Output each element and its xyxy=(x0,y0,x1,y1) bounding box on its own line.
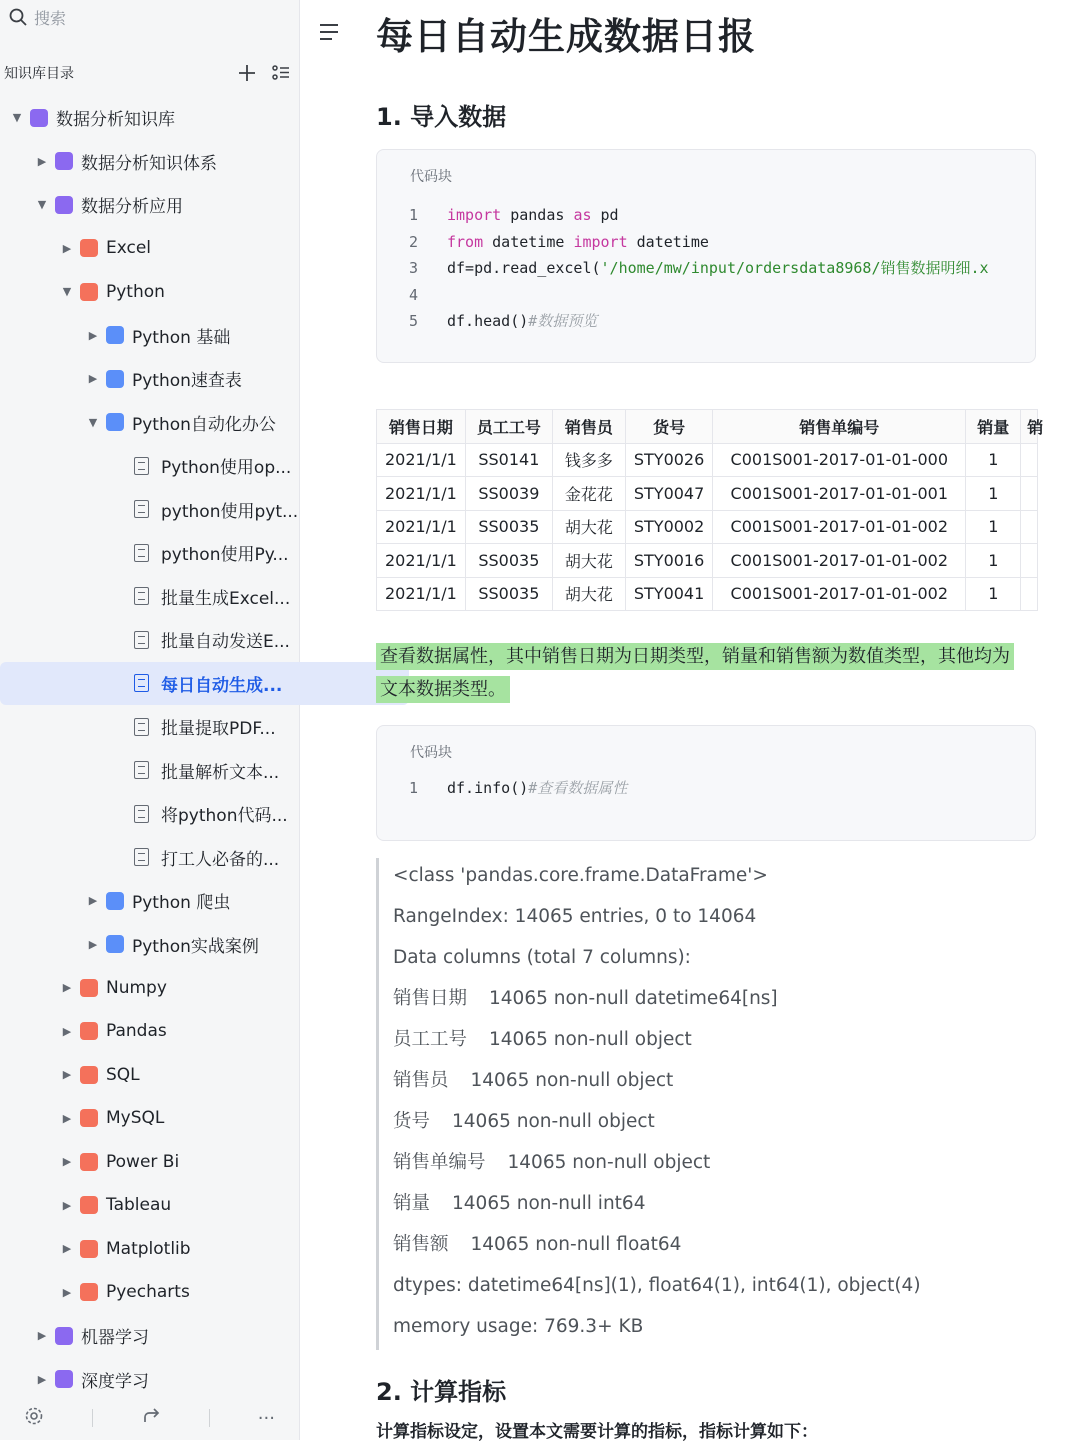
table-cell: C001S001-2017-01-01-002 xyxy=(713,577,966,611)
tree-item-label: 机器学习 xyxy=(81,1328,149,1349)
document-icon xyxy=(134,848,149,866)
tree-item[interactable] xyxy=(0,444,299,488)
table-cell: 1 xyxy=(966,577,1021,611)
tree-item[interactable] xyxy=(0,1358,299,1402)
folder-icon xyxy=(80,1153,98,1171)
folder-icon xyxy=(30,109,48,127)
caret-right-icon[interactable]: ▶ xyxy=(62,241,72,255)
table-cell: SS0035 xyxy=(465,544,552,578)
table-cell: SS0035 xyxy=(465,577,552,611)
tree-item[interactable] xyxy=(0,401,299,445)
table-cell: STY0047 xyxy=(625,477,712,511)
output-line xyxy=(393,981,1033,1022)
table-cell xyxy=(1021,544,1038,578)
code-token: df.info() xyxy=(447,779,529,797)
code-output xyxy=(376,858,1033,1350)
output-text: Data columns (total 7 columns): xyxy=(393,947,691,968)
document-icon xyxy=(134,674,149,692)
tree-item-label: MySQL xyxy=(106,1108,165,1129)
line-number: 1 xyxy=(409,779,419,797)
output-text: memory usage: 769.3+ KB xyxy=(393,1316,644,1337)
tree-item[interactable] xyxy=(0,618,299,662)
table-cell: STY0016 xyxy=(625,544,712,578)
output-text: <class 'pandas.core.frame.DataFrame'> xyxy=(393,865,768,886)
line-number: 5 xyxy=(409,312,419,330)
output-line xyxy=(393,1104,1033,1145)
caret-right-icon[interactable]: ▶ xyxy=(62,1155,72,1169)
code-token: import xyxy=(447,206,502,224)
folder-icon xyxy=(80,1109,98,1127)
caret-down-icon[interactable]: ▼ xyxy=(12,111,22,125)
list-icon[interactable] xyxy=(270,62,292,84)
tree-item-label: Python 基础 xyxy=(132,327,231,348)
output-line xyxy=(393,858,1033,899)
code-token: #数据预览 xyxy=(528,312,598,330)
plus-icon[interactable] xyxy=(236,62,258,84)
code-line xyxy=(409,229,989,256)
code-lines xyxy=(409,775,627,802)
output-text: 销售员 xyxy=(393,1070,449,1091)
output-line xyxy=(393,1022,1033,1063)
tree-item[interactable] xyxy=(0,488,299,532)
document-icon xyxy=(134,544,149,562)
code-token: from xyxy=(447,232,484,251)
kb-tree xyxy=(0,96,299,1401)
output-line xyxy=(393,1268,1033,1309)
code-block-label: 代码块 xyxy=(410,745,452,761)
output-line xyxy=(393,899,1033,940)
line-number: 1 xyxy=(409,206,419,224)
caret-right-icon[interactable]: ▶ xyxy=(62,1242,72,1256)
table-cell: 2021/1/1 xyxy=(377,477,466,511)
output-line xyxy=(393,1063,1033,1104)
tree-item[interactable] xyxy=(0,662,409,706)
caret-right-icon[interactable]: ▶ xyxy=(62,981,72,995)
caret-right-icon[interactable]: ▶ xyxy=(62,1024,72,1038)
output-text: RangeIndex: 14065 entries, 0 to 14064 xyxy=(393,906,757,927)
table-cell: 胡大花 xyxy=(552,577,625,611)
search-placeholder: 搜索 xyxy=(34,8,67,28)
kb-header xyxy=(4,60,292,86)
output-value: 14065 non-null object xyxy=(489,1029,692,1050)
folder-icon xyxy=(55,196,73,214)
tree-item-label: 批量解析文本... xyxy=(161,762,280,783)
gear-icon[interactable] xyxy=(24,1406,44,1431)
output-text: 销售日期 xyxy=(393,988,468,1009)
document-icon xyxy=(134,805,149,823)
tree-item-label: 数据分析应用 xyxy=(81,197,183,218)
table-header-cell: 销售员 xyxy=(552,410,625,444)
tree-item[interactable] xyxy=(0,879,299,923)
code-token: as xyxy=(573,206,592,224)
output-value: 14065 non-null object xyxy=(507,1152,711,1173)
table-header-cell: 销售日期 xyxy=(377,410,466,444)
folder-icon xyxy=(80,239,98,257)
table-cell: 钱多多 xyxy=(552,443,625,477)
tree-item-label: 将python代码... xyxy=(161,806,288,827)
table-cell: SS0141 xyxy=(465,443,552,477)
tree-item-label: 每日自动生成... xyxy=(161,675,283,696)
document-icon xyxy=(134,761,149,779)
line-number: 2 xyxy=(409,232,419,251)
sidebar xyxy=(0,0,300,1440)
tree-item-label: Power Bi xyxy=(106,1151,180,1172)
share-icon[interactable] xyxy=(141,1406,161,1431)
caret-right-icon[interactable]: ▶ xyxy=(88,328,98,342)
code-token: datetime xyxy=(627,232,709,251)
tree-item[interactable] xyxy=(0,227,299,271)
line-number: 3 xyxy=(409,259,419,277)
output-line xyxy=(393,1227,1033,1268)
tree-item[interactable] xyxy=(0,1271,299,1315)
table-row xyxy=(377,477,1038,511)
table-cell: 胡大花 xyxy=(552,544,625,578)
code-block-label: 代码块 xyxy=(410,169,452,185)
tree-item[interactable] xyxy=(0,140,299,184)
code-block-1[interactable] xyxy=(376,149,1036,363)
output-text: 销售额 xyxy=(393,1234,449,1255)
table-cell: C001S001-2017-01-01-000 xyxy=(713,443,966,477)
tree-item-label: Matplotlib xyxy=(106,1238,191,1259)
output-text: dtypes: datetime64[ns](1), float64(1), int64(1), object(4) xyxy=(393,1275,921,1296)
tree-item-label: Tableau xyxy=(106,1195,172,1216)
menu-icon[interactable] xyxy=(320,24,342,44)
code-lines xyxy=(409,202,989,335)
caret-right-icon[interactable]: ▶ xyxy=(37,1329,47,1343)
output-text: 员工工号 xyxy=(393,1029,468,1050)
table-cell: 1 xyxy=(966,443,1021,477)
caret-down-icon[interactable]: ▼ xyxy=(37,198,47,212)
table-row xyxy=(377,443,1038,477)
section-heading-2: 2. 计算指标 xyxy=(376,1378,507,1406)
paragraph: 计算指标设定，设置本文需要计算的指标，指标计算如下： xyxy=(376,1422,818,1442)
code-line xyxy=(409,775,627,802)
tree-item-label: Python速查表 xyxy=(132,371,242,392)
tree-item-label: Python使用op... xyxy=(161,458,292,479)
caret-right-icon[interactable]: ▶ xyxy=(37,154,47,168)
tree-item[interactable] xyxy=(0,966,299,1010)
tree-item[interactable] xyxy=(0,1184,299,1228)
tree-item-label: 批量生成Excel... xyxy=(161,588,291,609)
code-token: pd xyxy=(591,206,619,224)
caret-right-icon[interactable]: ▶ xyxy=(37,1372,47,1386)
tree-item[interactable] xyxy=(0,1314,299,1358)
highlight-span: 查看数据属性，其中销售日期为日期类型，销量和销售额为数值类型，其他均为文本数据类型。 xyxy=(376,643,1014,703)
table-header-cell: 销量 xyxy=(966,410,1021,444)
page-title: 每日自动生成数据日报 xyxy=(376,15,756,58)
code-block-2[interactable] xyxy=(376,725,1036,841)
output-line xyxy=(393,940,1033,981)
table-cell: 金花花 xyxy=(552,477,625,511)
tree-item[interactable] xyxy=(0,314,299,358)
output-value: 14065 non-null int64 xyxy=(452,1193,646,1214)
caret-right-icon[interactable]: ▶ xyxy=(88,937,98,951)
tree-item[interactable] xyxy=(0,1227,299,1271)
table-cell: STY0041 xyxy=(625,577,712,611)
caret-right-icon[interactable]: ▶ xyxy=(62,1111,72,1125)
highlight-text xyxy=(376,640,1026,706)
tree-item[interactable] xyxy=(0,1010,299,1054)
code-line xyxy=(409,282,989,309)
output-text: 销售单编号 xyxy=(393,1152,486,1173)
tree-item[interactable] xyxy=(0,836,299,880)
tree-item-label: 深度学习 xyxy=(81,1371,149,1392)
tree-item[interactable] xyxy=(0,1140,299,1184)
folder-icon xyxy=(80,979,98,997)
table-cell: 1 xyxy=(966,544,1021,578)
data-table xyxy=(376,409,1044,611)
code-line xyxy=(409,202,989,229)
folder-icon xyxy=(80,283,98,301)
document-icon xyxy=(134,631,149,649)
folder-icon xyxy=(106,326,124,344)
table-cell: SS0035 xyxy=(465,510,552,544)
caret-right-icon[interactable]: ▶ xyxy=(88,894,98,908)
kb-title: 知识库目录 xyxy=(4,66,74,82)
table-cell: 2021/1/1 xyxy=(377,577,466,611)
output-value: 14065 non-null datetime64[ns] xyxy=(489,988,778,1009)
tree-item-label: python使用Py... xyxy=(161,545,289,566)
folder-icon xyxy=(55,1327,73,1345)
more-icon[interactable]: ··· xyxy=(257,1407,275,1429)
tree-item-label: 批量自动发送E... xyxy=(161,632,290,653)
tree-item[interactable] xyxy=(0,1053,299,1097)
caret-down-icon[interactable]: ▼ xyxy=(62,285,72,299)
output-line xyxy=(393,1145,1033,1186)
output-value: 14065 non-null object xyxy=(470,1070,674,1091)
table-header-cell: 销售单编号 xyxy=(713,410,966,444)
tree-item-label: Python xyxy=(106,281,165,302)
code-line xyxy=(409,308,989,335)
document-icon xyxy=(134,500,149,518)
tree-item-label: 数据分析知识库 xyxy=(56,110,175,131)
tree-item-label: 打工人必备的... xyxy=(161,849,280,870)
table-header-cell: 销 xyxy=(1021,410,1038,444)
folder-icon xyxy=(106,935,124,953)
tree-item[interactable] xyxy=(0,183,299,227)
tree-item[interactable] xyxy=(0,923,299,967)
table-cell: 1 xyxy=(966,477,1021,511)
tree-item[interactable] xyxy=(0,705,299,749)
code-token: df.head() xyxy=(447,312,529,330)
section-heading-1: 1. 导入数据 xyxy=(376,103,507,131)
tree-item-label: Numpy xyxy=(106,977,167,998)
tree-item[interactable] xyxy=(0,270,299,314)
table-cell: 1 xyxy=(966,510,1021,544)
folder-icon xyxy=(80,1240,98,1258)
table-row xyxy=(377,577,1038,611)
tree-item[interactable] xyxy=(0,96,299,140)
folder-icon xyxy=(80,1283,98,1301)
tree-item-label: Python自动化办公 xyxy=(132,414,276,435)
output-text: 货号 xyxy=(393,1111,431,1132)
tree-item[interactable] xyxy=(0,531,299,575)
code-token: datetime xyxy=(483,232,574,251)
table-header-cell: 员工工号 xyxy=(465,410,552,444)
table-header-cell: 货号 xyxy=(625,410,712,444)
search-box[interactable] xyxy=(8,4,66,30)
folder-icon xyxy=(55,1370,73,1388)
table-cell: 2021/1/1 xyxy=(377,510,466,544)
caret-right-icon[interactable]: ▶ xyxy=(62,1068,72,1082)
tree-item-label: 批量提取PDF... xyxy=(161,719,276,740)
table-cell xyxy=(1021,477,1038,511)
tree-item[interactable] xyxy=(0,575,299,619)
divider xyxy=(92,1409,93,1427)
tree-item-label: python使用pyt... xyxy=(161,501,299,522)
caret-right-icon[interactable]: ▶ xyxy=(62,1285,72,1299)
table-cell: C001S001-2017-01-01-002 xyxy=(713,544,966,578)
tree-item-label: Pandas xyxy=(106,1021,167,1042)
table-cell: SS0039 xyxy=(465,477,552,511)
tree-item[interactable] xyxy=(0,792,299,836)
tree-item[interactable] xyxy=(0,749,299,793)
table-cell: 胡大花 xyxy=(552,510,625,544)
table-cell xyxy=(1021,577,1038,611)
tree-item-label: Python 爬虫 xyxy=(132,893,231,914)
folder-icon xyxy=(80,1196,98,1214)
output-value: 14065 non-null object xyxy=(452,1111,655,1132)
table-cell: 2021/1/1 xyxy=(377,443,466,477)
folder-icon xyxy=(106,370,124,388)
output-line xyxy=(393,1186,1033,1227)
line-number: 4 xyxy=(409,285,419,304)
folder-icon xyxy=(80,1066,98,1084)
table-cell xyxy=(1021,510,1038,544)
search-icon xyxy=(8,7,28,27)
tree-item-label: 数据分析知识体系 xyxy=(81,153,217,174)
output-value: 14065 non-null float64 xyxy=(470,1234,682,1255)
table-cell: STY0002 xyxy=(625,510,712,544)
caret-right-icon[interactable]: ▶ xyxy=(62,1198,72,1212)
folder-icon xyxy=(106,892,124,910)
tree-item-label: Pyecharts xyxy=(106,1282,190,1303)
caret-right-icon[interactable]: ▶ xyxy=(88,372,98,386)
tree-item-label: Excel xyxy=(106,238,152,259)
code-token: #查看数据属性 xyxy=(528,779,628,797)
document-icon xyxy=(134,587,149,605)
table-cell: C001S001-2017-01-01-002 xyxy=(713,510,966,544)
table-cell: 2021/1/1 xyxy=(377,544,466,578)
output-text: 销量 xyxy=(393,1193,431,1214)
tree-item-label: SQL xyxy=(106,1064,140,1085)
code-token: '/home/mw/input/ordersdata8968/销售数据明细.x xyxy=(600,259,989,277)
tree-item[interactable] xyxy=(0,357,299,401)
code-token: import xyxy=(573,232,628,251)
code-token: df=pd.read_excel( xyxy=(447,259,601,277)
table-row xyxy=(377,510,1038,544)
folder-icon xyxy=(106,413,124,431)
divider xyxy=(209,1409,210,1427)
folder-icon xyxy=(80,1022,98,1040)
tree-item[interactable] xyxy=(0,1097,299,1141)
table-row xyxy=(377,544,1038,578)
code-line xyxy=(409,255,989,282)
tree-item-label: Python实战案例 xyxy=(132,936,259,957)
caret-down-icon[interactable]: ▼ xyxy=(88,415,98,429)
document-icon xyxy=(134,718,149,736)
table-cell xyxy=(1021,443,1038,477)
output-line xyxy=(393,1309,1033,1350)
sidebar-footer xyxy=(0,1396,299,1440)
table-cell: STY0026 xyxy=(625,443,712,477)
document-icon xyxy=(134,457,149,475)
code-token: pandas xyxy=(501,206,574,224)
folder-icon xyxy=(55,152,73,170)
table-cell: C001S001-2017-01-01-001 xyxy=(713,477,966,511)
